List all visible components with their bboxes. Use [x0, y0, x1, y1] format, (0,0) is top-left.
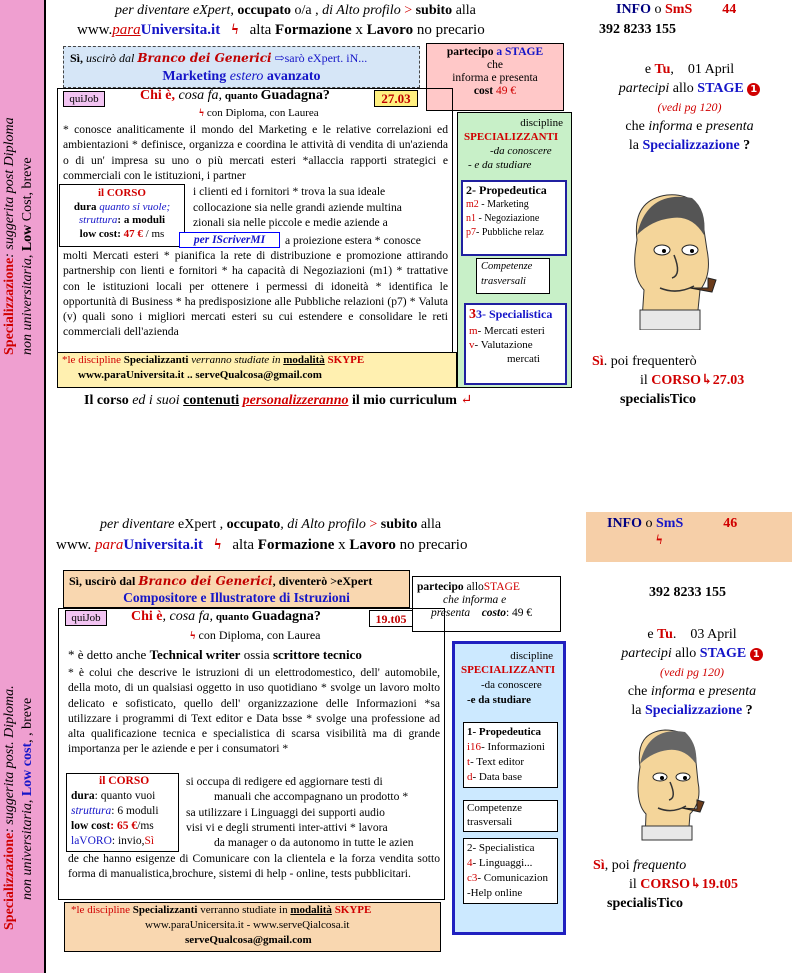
bottom-header-line1: per diventare eXpert , occupato, di Alto profilo > subito alla [100, 517, 442, 532]
bottom-para1: * è colui che descrive le istruzioni di un elettrodomestico, dell' automobile, della moto, di un qualsiasi oggetto in uso quotidiano * svolge un lavoro molto delicato e sofisticato, quello dell' organizzazione delle Informazioni *sa utilizzare i programmi di Text editor e Data bsse * svolge una professione ad alta qualificazione tecnica e specialistica di scarsa visibilità ma di grande importanza per le aziende e per i consumatori * [68, 666, 440, 756]
top-quijob-tag: quiJob [63, 91, 105, 107]
top-header-line1: per diventare eXpert, occupato o/a , di Alto profilo > subito alla [115, 3, 476, 18]
man-with-pipe-illustration [612, 180, 722, 330]
top-footer: Il corso ed i suoi contenuti personalizzeranno il mio curriculum ↵ [84, 393, 473, 408]
return-arrow-icon: ↵ [460, 393, 473, 408]
bottom-para2: si occupa di redigere ed aggiornare testi di manuali che accompagnano un prodotto * sa utilizzare i Linguaggi dei supporti audio visi vi e degli strumenti inter-attivi * lavora da manager o da autonomo in tutte le azien [186, 775, 414, 850]
lightning-icon: ϟ [199, 107, 205, 119]
bottom-note-box: *le discipline Specializzanti verranno studiate in modalità SKYPE www.paraUnicersita.it - www.serveQialcosa.it serveQualcosa@gmail.com [64, 902, 441, 952]
top-para2d: a proiezione estera * conosce [285, 234, 421, 247]
top-para2: i clienti ed i fornitori * trova la sua ideale collocazione sia nelle grandi aziende multina zionali sia nelle piccole e medie aziende a [193, 185, 402, 229]
lightning-icon: ϟ [206, 537, 229, 553]
top-stage-box: partecipo a STAGE che informa e presenta cost 49 € [426, 43, 564, 111]
top-para3: molti Mercati esteri * pianifica la rete di distribuzione e promozione attirando partnership con lienti e fornitori * ha capacità di Negoziazioni (m1) * trattative con le istituzioni locali per ottenere i permessi di idoneità * identifica le opportunità di Business * ha predisposizione alle Pubbliche relazioni (p7) * Valuta (v) quali sono i migliori mercati esteri su cui estendere e consolidare le reti commerciali dell'azienda [63, 249, 448, 339]
sidebar-bottom-text2: non universitaria, Low cost, , breve [20, 697, 35, 900]
sidebar-top-text2: non universitaria, Low Cost, breve [20, 157, 35, 355]
bottom-right-text: e Tu. 03 April partecipi allo STAGE 1 (vedi pg 120) che informa e presenta la Specializzazione ? [597, 625, 787, 720]
bottom-header-line2: www. paraUniversita.it ϟ alta Formazione x Lavoro no precario [56, 537, 468, 553]
bottom-stage-box: partecipo alloSTAGE che informa e presenta costo: 49 € [412, 576, 561, 632]
man-with-pipe-illustration [620, 722, 708, 842]
top-with-diploma: ϟ con Diploma, con Laurea [199, 107, 319, 119]
bottom-right-bottom: Sì, poi frequento il CORSO↳19.t05 specialisTico [593, 858, 738, 911]
sidebar-top-text: Specializzazione: suggerita post Diploma [2, 117, 17, 355]
bottom-info: INFO o SmS 46 [607, 516, 738, 531]
bottom-prop-box: 1- Propedeutica i16- Informazioni t- Text editor d- Data base [463, 722, 558, 788]
top-prop-box: 2- Propedeutica m2 - Marketing n1 - Negoziazione p7- Pubbliche relaz [461, 180, 567, 256]
top-corso-box: il CORSO dura quanto si vuole; struttura: a moduli low cost: 47 € / ms [59, 184, 185, 247]
top-spec-box: 33- Specialistica m- Mercati esteri v- Valutazione mercati [464, 303, 567, 385]
top-para1: * conosce analiticamente il mondo del Marketing e le relative correlazioni ed ambientazioni * definisce, organizza e coordina le attività di vendita di un'azienda o di un' impresa su uno o più mercati esteri *allaccia rapporti strategici e commerciali con le istituzioni, i partner [63, 123, 448, 182]
sidebar [0, 0, 46, 973]
lightning-icon: ϟ [656, 533, 663, 548]
bottom-date-badge: 19.t05 [369, 610, 413, 627]
bottom-title-box: Sì, uscirò dal Branco dei Generici, diventerò >eXpert Compositore e Illustratore di Istruzioni [63, 570, 410, 608]
bottom-disc-box: discipline SPECIALIZZANTI -da conoscere -e da studiare [452, 641, 566, 935]
top-comp-box: Competenze trasversali [476, 258, 550, 294]
bottom-corso-box: il CORSO dura: quanto vuoi struttura: 6 moduli low cost: 65 €/ms laVORO: invio,Sì [66, 773, 179, 852]
number-one-icon: 1 [747, 83, 760, 96]
bottom-comp-box: Competenze trasversali [463, 800, 558, 832]
top-phone: 392 8233 155 [599, 22, 676, 37]
top-header-line2: www.paraUniversita.it ϟ alta Formazione x Lavoro no precario [77, 22, 485, 38]
bottom-para3: de che hanno esigenze di Comunicare con la clientela e la forza vendita sotto forma di manualistica,brochure, sistemi di help - online, tests pubblicitari. [68, 852, 440, 881]
sidebar-bottom-text: Specializzazione: suggerita post. Diploma. [2, 685, 17, 930]
top-date-badge: 27.03 [374, 90, 418, 107]
top-info: INFO o SmS 44 [616, 2, 737, 17]
top-title-box: Sì, uscirò dal Branco dei Generici ⇨sarò eXpert. iN... Marketing estero avanzato [63, 46, 420, 88]
top-question: Chi è, cosa fa, quanto Guadagna? [140, 88, 330, 103]
bottom-quijob-tag: quiJob [65, 610, 107, 626]
top-right-text: e Tu, 01 April partecipi allo STAGE 1 (vedi pg 120) che informa e presenta la Specializzazione ? [597, 60, 782, 155]
top-disc-box: discipline SPECIALIZZANTI -da conoscere - e da studiare [457, 112, 572, 388]
bottom-with-diploma: ϟ con Diploma, con Laurea [190, 628, 321, 642]
top-note-box: *le discipline Specializzanti verranno studiate in modalità SKYPE www.paraUniversita.it .. serveQualcosa@gmail.com [57, 352, 457, 388]
bottom-phone: 392 8233 155 [649, 585, 726, 600]
number-one-icon: 1 [750, 648, 763, 661]
bottom-tech-line: * è detto anche Technical writer ossia scrittore tecnico [68, 647, 362, 662]
iscriver-button[interactable]: per IScriverMI [179, 232, 280, 248]
lightning-icon: ϟ [223, 22, 246, 38]
top-right-bottom: Sì. poi frequenterò il CORSO↳27.03 specialisTico [592, 354, 745, 407]
bottom-question: Chi è, cosa fa, quanto Guadagna? [131, 609, 321, 624]
bottom-spec-box: 2- Specialistica 4- Linguaggi... c3- Comunicazion -Help online [463, 838, 558, 904]
lightning-icon: ϟ [190, 628, 196, 642]
